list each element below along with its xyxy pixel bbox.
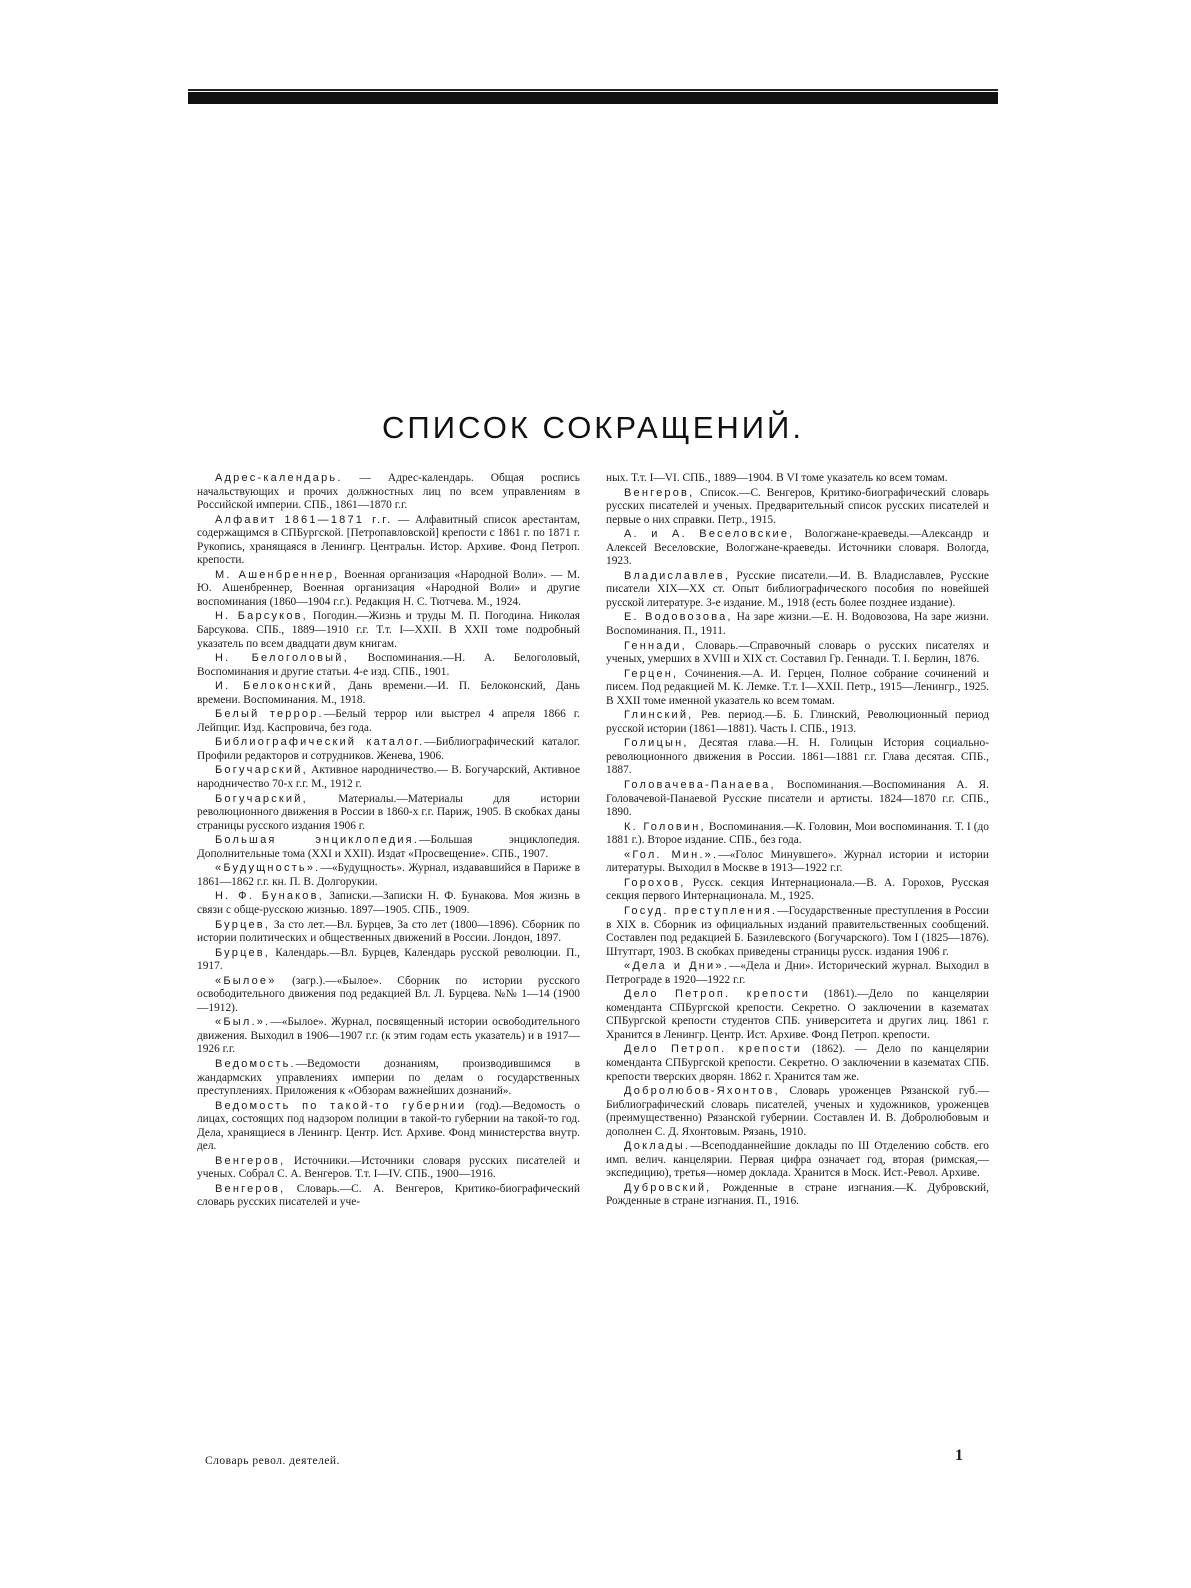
entry-keyword: Госуд. преступления. — [624, 904, 778, 917]
abbreviation-entry — [197, 1100, 580, 1154]
entry-keyword: Дело Петроп. крепости — [624, 988, 811, 1001]
entry-text: —Большая энциклопедия. Дополнительные тома (XXI и XXII). Издат «Просвещение». СПБ., 1907. — [197, 834, 580, 860]
entry-text: —«Будущность». Журнал, издававшийся в Париже в 1861—1862 г.г. кн. П. В. Долгорукии. — [197, 862, 580, 888]
abbreviation-entry — [197, 514, 580, 568]
entry-text: (загр.).—«Былое». Сборник по истории русского освободительного движения под редакцией Вл. Л. Бурцева. №№ 1—14 (1900—1912). — [197, 974, 580, 1014]
entry-text: Вологжане-краеведы.—Александр и Алексей Веселовские, Вологжане-краеведы. Источники словаря. Вологда, 1923. — [606, 528, 989, 568]
entry-text: — Адрес-календарь. Общая роспись начальствующих и прочих должностных лиц по всем управлениям в Российской империи. СПБ., 1861—1870 г.г. — [197, 472, 580, 512]
abbreviation-entry — [606, 1043, 989, 1084]
entry-text: Военная организация «Народной Воли». — М. Ю. Ашенбреннер, Военная организация «Народной Воли» и другие воспоминания (1860—1904 г.г.). Редакция Н. С. Тютчева. М., 1924. — [197, 568, 580, 608]
entry-keyword: Бурцев, — [215, 918, 271, 931]
entry-text: Сочинения.—А. И. Герцен, Полное собрание сочинений и писем. Под редакцией М. К. Лемке. Т.т. I—XXII. Петр., 1915—Ленингр., 1925. В XXII томе именной указатель ко всем томам. — [606, 667, 989, 707]
entry-text: Погодин.—Жизнь и труды М. П. Погодина. Николая Барсукова. СПБ., 1889—1910 г.г. Т.т. I—XXII. В XXII томе подробный указатель по всем двадцати двум книгам. — [197, 610, 580, 650]
entry-text: На заре жизни.—Е. Н. Водовозова, На заре жизни. Воспоминания. П., 1911. — [606, 611, 989, 638]
entry-keyword: Богучарский, — [215, 792, 308, 805]
entry-keyword: Ведомость по такой-то губернии — [215, 1099, 467, 1112]
abbreviation-entry — [197, 1058, 580, 1099]
entry-keyword: Венгеров, — [215, 1182, 286, 1195]
entry-keyword: Библиографический каталог. — [215, 736, 425, 749]
entry-text: Воспоминания.—К. Головин, Мои воспоминания. Т. I (до 1881 г.). Второе издание. СПБ., без года. — [606, 820, 989, 847]
entry-keyword: Н. Ф. Бунаков, — [215, 890, 324, 903]
entry-text: — Алфавитный список арестантам, содержащимся в СПБургской. [Петропавловской] крепости с 1861 г. по 1871 г. Рукопись, хранящаяся в Ленингр. Центральн. Истор. Архиве. Фонд Петроп. крепости. — [197, 513, 580, 567]
abbreviation-entry — [197, 1183, 580, 1210]
abbreviation-entry — [197, 793, 580, 834]
entry-text: (1862). — Дело по канцелярии коменданта СПБургской крепости. Секретно. О заключении в казематах СПБ. крепости тверских дворян. 1862 г. Хранится там же. — [606, 1043, 989, 1083]
abbreviation-entry — [197, 862, 580, 889]
entry-text: —Государственные преступления в России в XIX в. Сборник из официальных изданий правительственных сообщений. Составлен под редакцией Б. Базилевского (Богучарского). Том I (1825—1876). Штутгарт, 1903. В скобках приведены страницы русск. издания 1906 г. — [606, 904, 989, 958]
abbreviation-entry — [606, 487, 989, 528]
page-title: СПИСОК СОКРАЩЕНИЙ. — [382, 410, 804, 445]
abbreviation-entry — [606, 472, 989, 486]
page-number: 1 — [955, 1447, 963, 1464]
entry-keyword: «Былое» — [215, 974, 277, 987]
entry-keyword: Е. Водовозова, — [624, 611, 733, 624]
entry-keyword: К. Головин, — [624, 820, 706, 833]
entry-keyword: Адрес-календарь. — [215, 472, 343, 484]
abbreviation-entry — [197, 680, 580, 707]
abbreviation-entry — [197, 919, 580, 946]
entry-keyword: «Был.». — [215, 1016, 271, 1029]
entry-keyword: «Дела и Дни». — [624, 960, 729, 973]
entry-keyword: Богучарский, — [215, 764, 308, 777]
abbreviation-entry — [606, 528, 989, 569]
entry-keyword: Бурцев, — [215, 946, 271, 959]
entry-keyword: Большая энциклопедия. — [215, 834, 420, 847]
abbreviation-entry — [606, 988, 989, 1042]
abbreviation-entry — [197, 652, 580, 679]
entry-text: За сто лет.—Вл. Бурцев, За сто лет (1800—1896). Сборник по истории политических и общественных движений в России. Лондон, 1897. — [197, 918, 580, 945]
entry-keyword: Голицын, — [624, 737, 689, 750]
entry-text: Словарь уроженцев Рязанской губ.—Библиографический словарь писателей, ученых и художников, уроженцев (преимущественно) Рязанской губернии. Составлен И. В. Добролюбовым и дополнен С. Д. Яхонтовым. Рязань, 1910. — [606, 1085, 989, 1138]
entry-text: Материалы.—Материалы для истории революционного движения в России в 1860-х г.г. Париж, 1905. В скобках даны страницы русского издания 1906 г. — [197, 792, 580, 832]
abbreviation-entry — [606, 1140, 989, 1181]
entry-text: Рев. период.—Б. Б. Глинский, Революционный период русской истории (1861—1881). Часть I. СПБ., 1913. — [606, 709, 989, 735]
abbreviation-entry — [606, 640, 989, 667]
abbreviation-entry — [197, 1016, 580, 1057]
abbreviation-entry — [606, 1085, 989, 1139]
abbreviation-entry — [197, 890, 580, 917]
top-rule — [188, 92, 998, 104]
entry-keyword: И. Белоконский, — [215, 680, 338, 693]
entry-keyword: Н. Белоголовый, — [215, 652, 349, 665]
abbreviation-entry — [197, 947, 580, 974]
abbreviation-entry — [606, 960, 989, 987]
abbreviation-entry — [197, 764, 580, 791]
entry-text: —Белый террор или выстрел 4 апреля 1866 г. Лейпциг. Изд. Каспровича, без года. — [197, 708, 581, 734]
entry-keyword: М. Ашенбреннер, — [215, 568, 340, 581]
entry-text: Рожденные в стране изгнания.—К. Дубровский, Рожденные в стране изгнания. П., 1916. — [606, 1181, 989, 1208]
entry-keyword: «Гол. Мин.». — [624, 848, 719, 861]
entry-text: Календарь.—Вл. Бурцев, Календарь русской революции. П., 1917. — [197, 946, 580, 973]
entry-keyword: Венгеров, — [624, 486, 695, 499]
abbreviation-entry — [606, 779, 989, 820]
entry-keyword: Н. Барсуков, — [215, 610, 308, 623]
entry-keyword: Доклады. — [624, 1140, 691, 1153]
abbreviation-entry — [197, 472, 580, 513]
entry-text: ных. Т.т. I—VI. СПБ., 1889—1904. В VI томе указатель ко всем томам. — [606, 472, 948, 484]
abbreviation-entry — [197, 708, 580, 735]
abbreviation-entry — [606, 1182, 989, 1209]
entry-text: —«Былое». Журнал, посвященный истории освободительного движения. Выходил в 1906—1907 г.г. (к этим годам есть указатель) и в 1917—1926 г.г. — [197, 1016, 580, 1056]
abbreviation-entry — [606, 877, 989, 904]
abbreviation-entry — [606, 849, 989, 876]
entry-text: Русские писатели.—И. В. Владиславлев, Русские писатели XIX—XX ст. Опыт библиографического пособия по новейшей русской литературе. 3-е издание. М., 1918 (есть более позднее издание). — [606, 569, 989, 609]
abbreviation-entry — [197, 975, 580, 1016]
entry-text: Десятая глава.—Н. Н. Голицын История социально-революционного движения в России. 1861—1881 г.г. Глава десятая. СПБ., 1887. — [606, 737, 989, 777]
entry-text: (год).—Ведомость о лицах, состоящих под надзором полиции в такой-то губернии на такой-то год. Дела, хранящиеся в Ленингр. Центр. Ист. Архиве. Фонд министерства внутр. дел. — [197, 1099, 581, 1153]
left-column — [197, 472, 580, 1211]
entry-keyword: Головачева-Панаева, — [624, 779, 776, 792]
entry-text: Дань времени.—И. П. Белоконский, Дань времени. Воспоминания. М., 1918. — [197, 680, 581, 706]
entry-keyword: Добролюбов-Яхонтов, — [624, 1085, 780, 1098]
abbreviation-entry — [197, 610, 580, 651]
abbreviation-entry — [606, 821, 989, 848]
entry-text: Воспоминания.—Воспоминания А. Я. Головачевой-Панаевой Русские писатели и артисты. 1824—1870 г.г. СПБ., 1890. — [606, 779, 989, 819]
abbreviation-entry — [606, 737, 989, 778]
footer-note: Словарь револ. деятелей. — [205, 1455, 340, 1467]
abbreviation-entry — [606, 709, 989, 736]
entry-text: Воспоминания.—Н. А. Белоголовый, Воспоминания и другие статьи. 4-е изд. СПБ., 1901. — [197, 652, 580, 678]
entry-keyword: Геннади, — [624, 639, 687, 652]
entry-text: —Всеподданнейшие доклады по III Отделению собств. его имп. велич. канцелярии. Первая цифра означает год, вторая (римская,—экспедицию), третья—номер доклада. Хранится в Моск. Ист.-Револ. Архиве. — [606, 1140, 989, 1180]
entry-keyword: Ведомость. — [215, 1057, 296, 1070]
entry-text: Русск. секция Интернационала.—В. А. Горохов, Русская секция первого Интернационала. М., 1925. — [606, 876, 989, 903]
entry-keyword: «Будущность». — [215, 862, 321, 875]
entry-keyword: Горохов, — [624, 876, 686, 889]
entry-keyword: Дело Петроп. крепости — [624, 1043, 803, 1056]
entry-text: —«Голос Минувшего». Журнал истории и истории литературы. Выходил в Москве в 1913—1922 г.г. — [606, 848, 989, 875]
right-column — [606, 472, 989, 1210]
entry-keyword: Алфавит 1861—1871 г.г. — [215, 513, 393, 526]
abbreviation-entry — [197, 736, 580, 763]
abbreviation-entry — [606, 905, 989, 959]
entry-keyword: Дубровский, — [624, 1181, 712, 1194]
entry-text: Список.—С. Венгеров, Критико-биографический словарь русских писателей и ученых. Предварительный список русских писателей и первые о них справки. Петр., 1915. — [606, 486, 989, 526]
entry-text: —Ведомости дознаниям, производившимся в жандармских управлениях империи по делам о государственных преступлениях. Приложения к «Обзорам важнейших дознаний». — [197, 1057, 580, 1098]
entry-text: Источники.—Источники словаря русских писателей и ученых. Собрал С. А. Венгеров. Т.т. I—IV. СПБ., 1900—1916. — [197, 1154, 580, 1181]
entry-keyword: Герцен, — [624, 667, 679, 680]
entry-keyword: Белый террор. — [215, 708, 324, 721]
entry-text: Словарь.—С. А. Венгеров, Критико-биографический словарь русских писателей и уче- — [197, 1182, 580, 1209]
entry-keyword: Венгеров, — [215, 1154, 286, 1167]
abbreviation-entry — [197, 1155, 580, 1182]
abbreviation-entry — [197, 834, 580, 861]
abbreviation-entry — [606, 570, 989, 611]
entry-text: —«Дела и Дни». Исторический журнал. Выходил в Петрограде в 1920—1922 г.г. — [606, 960, 989, 986]
entry-text: —Библиографический каталог. Профили редакторов и сотрудников. Женева, 1906. — [197, 736, 580, 762]
entry-text: Активное народничество.— В. Богучарский, Активное народничество 70-х г.г. М., 1912 г. — [197, 764, 580, 791]
entry-keyword: Глинский, — [624, 709, 694, 722]
entry-text: (1861).—Дело по канцелярии коменданта СПБургской крепости. Секретно. О заключении в казематах СПБургской крепости студентов СПБ. университета и других лиц. 1861 г. Хранится в Ленингр. Центр. Ист. Архиве. Фонд Петроп. крепости. — [606, 988, 989, 1041]
entry-keyword: А. и А. Веселовские, — [624, 528, 795, 541]
abbreviation-entry — [197, 569, 580, 610]
entry-text: Словарь.—Справочный словарь о русских писателях и ученых, умерших в XVIII и XIX ст. Составил Гр. Геннади. Т. I. Берлин, 1876. — [606, 639, 989, 666]
entry-keyword: Владиславлев, — [624, 569, 731, 582]
entry-text: Записки.—Записки Н. Ф. Бунакова. Моя жизнь в связи с обще-русскою жизнью. 1897—1905. СПБ., 1909. — [197, 890, 580, 916]
abbreviation-entry — [606, 611, 989, 638]
abbreviation-entry — [606, 668, 989, 709]
